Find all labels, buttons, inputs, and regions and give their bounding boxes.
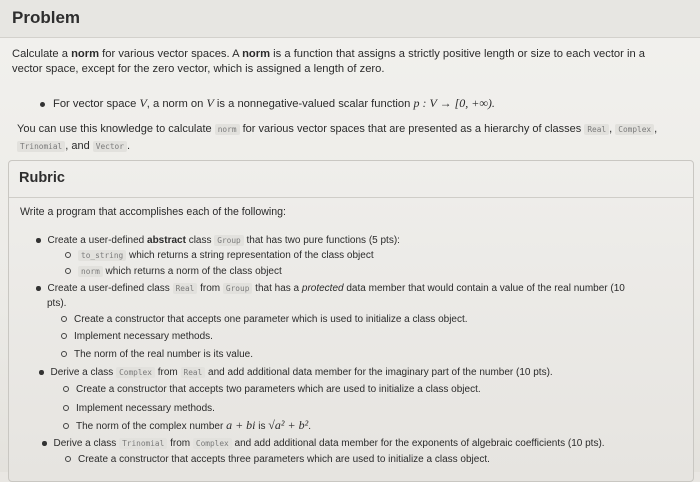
text: Create a user-defined [47, 235, 148, 246]
rubric-subitem [63, 419, 311, 433]
text: and add additional data member for the imaginary part of the number (10 pts). [205, 367, 553, 378]
text: , a norm on [146, 98, 207, 110]
code-complex: Complex [615, 124, 654, 135]
norm-definition-bullet [40, 96, 660, 111]
bold-term: norm [242, 48, 271, 60]
bullet-icon [42, 441, 47, 446]
circle-bullet-icon [61, 316, 67, 322]
text: is [255, 421, 269, 432]
text: , and [65, 140, 93, 152]
rubric-item-group [36, 234, 400, 247]
rubric-item-trinomial [42, 437, 605, 450]
rubric-subitem [63, 402, 215, 415]
rubric-intro: Write a program that accomplishes each of the following: [20, 206, 286, 218]
code-trinomial: Trinomial [17, 141, 65, 152]
text: Derive a class [53, 438, 120, 449]
text: Implement necessary methods. [76, 403, 215, 414]
bold-term: norm [71, 48, 100, 60]
bullet-icon [40, 102, 45, 107]
text: from [167, 438, 193, 449]
code-to-string: to_string [78, 250, 126, 261]
rubric-subitem [61, 348, 253, 361]
math-formula: p : V → [0, +∞). [413, 96, 495, 110]
circle-bullet-icon [63, 423, 69, 429]
circle-bullet-icon [65, 268, 71, 274]
rubric-subitem [61, 313, 468, 326]
text: Create a constructor that accepts two parameters which are used to initialize a class object. [76, 384, 481, 395]
bullet-icon [36, 286, 41, 291]
class-hierarchy-text [17, 121, 667, 155]
rubric-title: Rubric [19, 170, 65, 186]
text: Create a constructor that accepts one parameter which is used to initialize a class object. [74, 314, 468, 325]
code-group: Group [214, 235, 243, 246]
rubric-subitem [65, 265, 282, 278]
code-norm: norm [78, 266, 103, 277]
circle-bullet-icon [61, 351, 67, 357]
problem-header [0, 0, 700, 38]
text: Derive a class [50, 367, 117, 378]
code-trinomial: Trinomial [119, 438, 167, 449]
rubric-subitem [65, 453, 490, 466]
math-expr: a + bi [226, 418, 256, 432]
text: , [654, 123, 658, 135]
text: for various vector spaces that are presented as a hierarchy of classes [239, 123, 585, 135]
rubric-subitem [65, 249, 374, 262]
problem-description [12, 47, 662, 77]
text: Implement necessary methods. [74, 331, 213, 342]
text: that has a [252, 283, 302, 294]
text: that has two pure functions (5 pts): [243, 235, 400, 246]
rubric-subitem [61, 330, 213, 343]
text: which returns a string representation of the class object [126, 250, 374, 261]
rubric-item-real [36, 282, 625, 295]
bullet-icon [39, 370, 44, 375]
text: for various vector spaces. A [99, 48, 243, 60]
text: . [126, 140, 131, 152]
code-complex: Complex [116, 367, 155, 378]
math-var: V [206, 96, 214, 110]
code-complex: Complex [193, 438, 232, 449]
circle-bullet-icon [63, 405, 69, 411]
problem-title: Problem [12, 8, 81, 27]
circle-bullet-icon [65, 252, 71, 258]
code-group: Group [223, 283, 252, 294]
code-real: Real [173, 283, 198, 294]
circle-bullet-icon [65, 456, 71, 462]
text: Create a user-defined class [47, 283, 173, 294]
rubric-item-complex [39, 366, 553, 379]
circle-bullet-icon [61, 333, 67, 339]
rubric-item-real-cont: pts). [47, 298, 67, 309]
text: from [154, 367, 181, 378]
text: from [197, 283, 223, 294]
circle-bullet-icon [63, 386, 69, 392]
rubric-subitem [63, 383, 481, 396]
text: class [185, 235, 215, 246]
code-norm: norm [215, 124, 240, 135]
rubric-section [8, 160, 694, 482]
text: For vector space [53, 98, 140, 110]
text: is a function that assigns a strictly positive length or size to each vector in a vector space, except for the zero vector, which is assigned a length of zero. [12, 48, 646, 75]
code-real: Real [584, 124, 609, 135]
code-vector: Vector [93, 141, 127, 152]
math-var: V [139, 96, 147, 110]
text: Calculate a [12, 48, 72, 60]
text: The norm of the complex number [76, 421, 227, 432]
italic-term: protected [301, 283, 344, 294]
code-real: Real [181, 367, 206, 378]
bullet-icon [36, 238, 41, 243]
text: . [308, 421, 311, 432]
bold-term: abstract [147, 235, 186, 246]
text: data member that would contain a value of the real number (10 [343, 283, 625, 294]
text: which returns a norm of the class object [102, 266, 282, 277]
text: Create a constructor that accepts three parameters which are used to initialize a class object. [78, 454, 490, 465]
text: You can use this knowledge to calculate [17, 123, 215, 135]
text: and add additional data member for the exponents of algebraic coefficients (10 pts). [231, 438, 605, 449]
text: , [609, 123, 616, 135]
text: is a nonnegative-valued scalar function [213, 98, 414, 110]
rubric-header [9, 161, 693, 198]
text: The norm of the real number is its value. [74, 349, 253, 360]
math-formula: √a² + b² [268, 418, 309, 432]
